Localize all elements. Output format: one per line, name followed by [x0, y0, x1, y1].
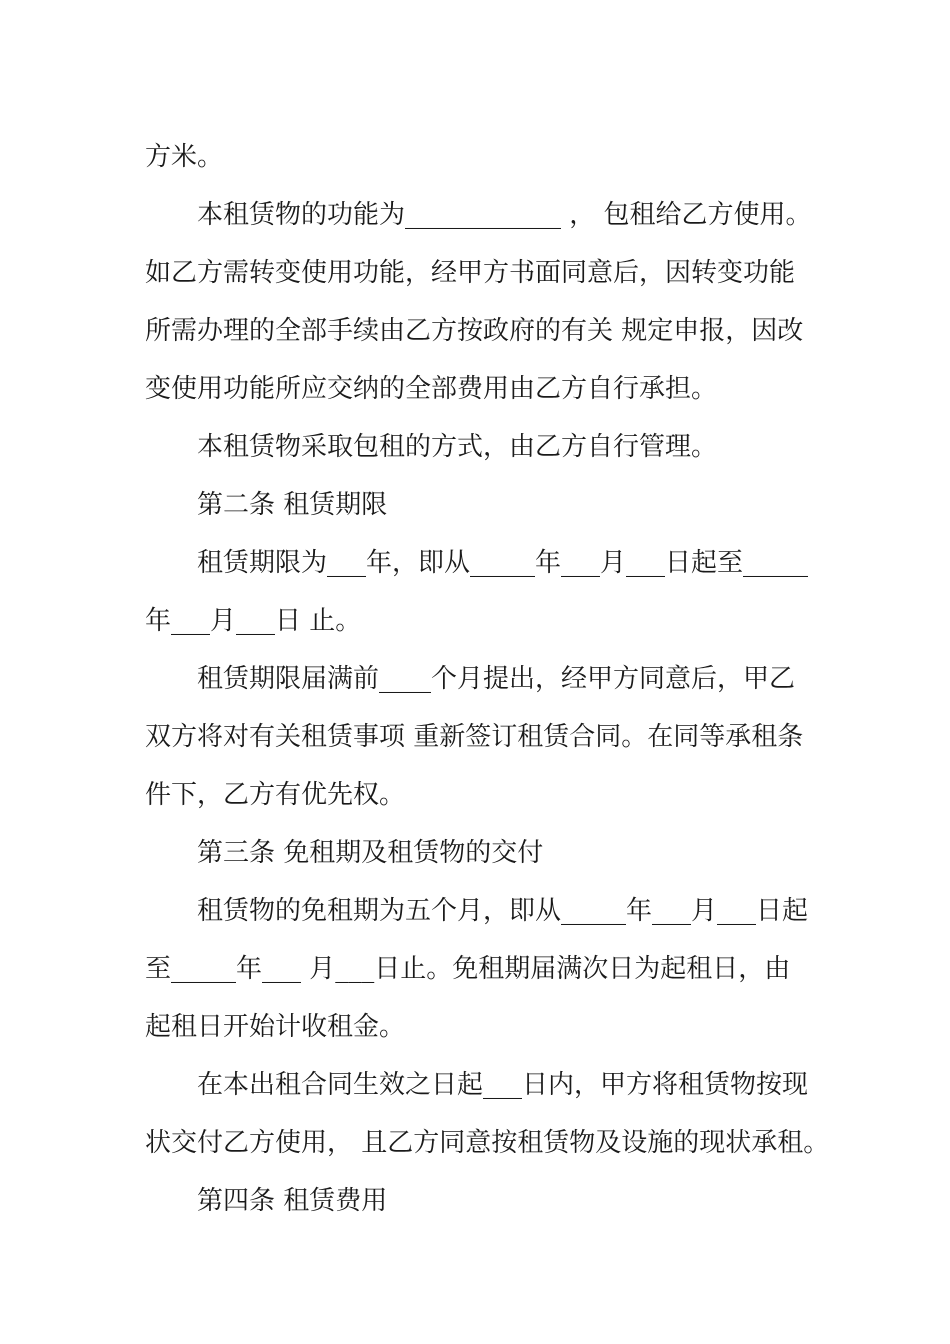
text-line: 方米。 [145, 142, 224, 172]
text-line: 变使用功能所应交纳的全部费用由乙方自行承担。 [145, 374, 718, 404]
paragraph-first-line: 本租赁物的功能为____________ ， 包租给乙方使用。 [197, 200, 812, 230]
text-line: 状交付乙方使用， 且乙方同意按租赁物及设施的现状承租。 [145, 1128, 830, 1158]
section-heading: 第四条 租赁费用 [197, 1186, 388, 1216]
paragraph-first-line: 租赁期限届满前____个月提出，经甲方同意后，甲乙 [197, 664, 796, 694]
paragraph-first-line: 租赁期限为___年，即从_____年___月___日起至_____ [197, 548, 809, 578]
text-line: 年___月___日 止。 [145, 606, 362, 636]
paragraph-first-line: 租赁物的免租期为五个月，即从_____年___月___日起 [197, 896, 809, 926]
text-line: 至_____年___ 月___日止。免租期届满次日为起租日，由 [145, 954, 791, 984]
text-line: 如乙方需转变使用功能，经甲方书面同意后，因转变功能 [145, 258, 796, 288]
section-heading: 第二条 租赁期限 [197, 490, 388, 520]
document-body [145, 128, 830, 1230]
text-line: 件下，乙方有优先权。 [145, 780, 406, 810]
text-line: 双方将对有关租赁事项 重新签订租赁合同。在同等承租条 [145, 722, 804, 752]
paragraph-first-line: 在本出租合同生效之日起___日内，甲方将租赁物按现 [197, 1070, 809, 1100]
text-line: 所需办理的全部手续由乙方按政府的有关 规定申报，因改 [145, 316, 804, 346]
text-line: 起租日开始计收租金。 [145, 1012, 406, 1042]
section-heading: 第三条 免租期及租赁物的交付 [197, 838, 544, 868]
paragraph-first-line: 本租赁物采取包租的方式，由乙方自行管理。 [197, 432, 718, 462]
